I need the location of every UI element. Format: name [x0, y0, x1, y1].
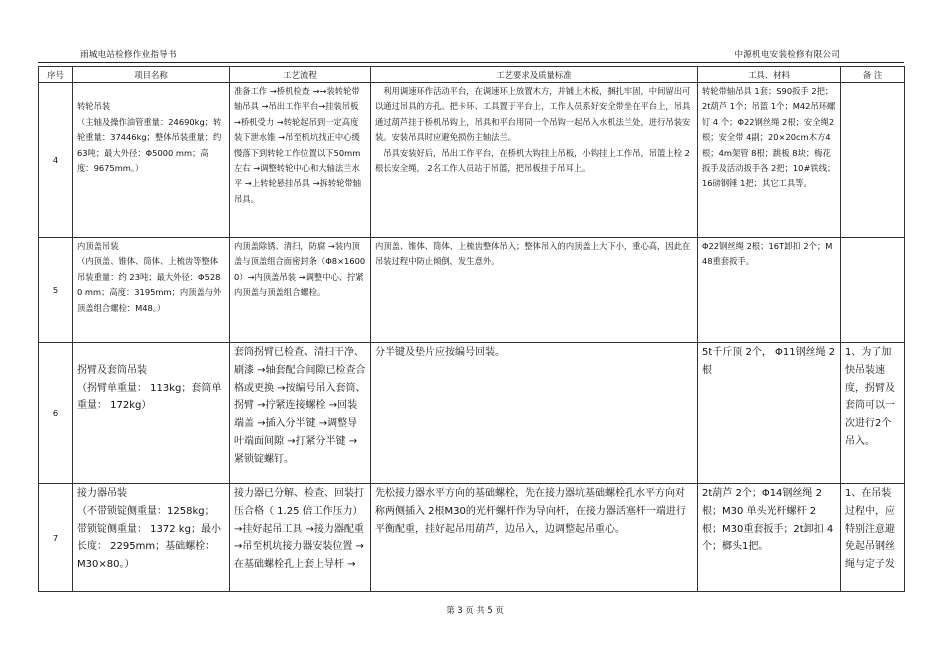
- quality-requirements: 利用调速环作活动平台，在调速环上放置木方，并铺上木板，捆扎牢固，中间留出可以通过吊具的方孔。把卡环、工具置于平台上，工作人员系好安全带坐在平台上，吊具通过葫芦挂于桥机吊钩上，吊具和平台用同一个吊钩一起吊入水机法兰处，进行吊装安装。安装吊具时应避免损伤主轴法兰。 吊具安装好后，吊出工作平台，在桥机大钩挂上吊板，小钩挂上工作吊，吊篮上栓 2根长安全绳， 2名工作人员站于吊篮，把吊板挂于吊耳上。: [375, 86, 691, 174]
- col-header-notes: 备 注: [841, 67, 905, 83]
- col-header-process: 工艺流程: [230, 67, 371, 83]
- notes: 1、在吊装过程中，应特别注意避免起吊钢丝绳与定子发: [845, 488, 895, 571]
- row-no: 7: [39, 484, 73, 592]
- row-no: 5: [39, 238, 73, 343]
- process-flow: 准备工作 →桥机检查 →→装转轮带轴吊具 →吊出工作平台→挂装吊板 →桥机受力 →转轮起吊到一定高度装下泄水锥 →吊至机坑找正中心缓慢落下到转轮工作位置以下50mm左右 →调整转轮中心和大轴法兰水平 →上转轮悬挂吊具 →拆转轮带轴吊具。: [234, 86, 362, 204]
- col-header-tools: 工具、材料: [698, 67, 841, 83]
- row-no: 6: [39, 343, 73, 484]
- header-rule: [38, 62, 904, 63]
- process-flow: 内顶盖除锈、清扫，防腐 →装内顶盖与顶盖组合面密封条（Φ8×16000）→内顶盖吊装 →调整中心、拧紧内顶盖与顶盖组合螺栓。: [234, 241, 366, 298]
- table-header-row: [39, 67, 905, 83]
- page-number: 第 3 页 共 5 页: [446, 605, 504, 615]
- table-row: [39, 238, 905, 343]
- tools-materials: Φ22钢丝绳 2根；16T卸扣 2个；M48重套扳手。: [702, 241, 833, 267]
- quality-requirements: 分半键及垫片应按编号回装。: [375, 347, 505, 358]
- item-name: 接力器吊装 （不带锁锭侧重量：1258kg； 带锁锭侧重量： 1372 kg；最小长度： 2295mm；基础螺栓： M30×80。）: [77, 488, 221, 571]
- notes: [841, 238, 904, 240]
- table-row: [39, 83, 905, 238]
- quality-requirements: 内顶盖、锥体、筒体、上梳齿整体吊入；整体吊入的内顶盖上大下小，重心高，因此在吊装过程中防止倾倒，发生意外。: [375, 241, 691, 267]
- item-name: 转轮吊装 （主轴及操作油管重量：24690kg；转轮重量：37446kg；整体吊装重量：约 63吨；最大外径：Φ5000 mm；高度：9675mm。）: [77, 101, 222, 174]
- row-no: 4: [39, 83, 73, 238]
- company-name: 中源机电安装检修有限公司: [734, 50, 840, 60]
- process-flow: 接力器已分解、检查、回装打压合格（ 1.25 倍工作压力）→挂好起吊工具 →接力器配重 →吊至机坑接力器安装位置 →在基础螺栓孔上套上导杆 →: [234, 488, 364, 571]
- col-header-name: 项目名称: [73, 67, 230, 83]
- work-instruction-table: [38, 66, 905, 592]
- col-header-no: 序号: [39, 67, 73, 83]
- notes: 1、为了加快吊装速度，拐臂及套筒可以一次进行2个吊入。: [845, 347, 895, 447]
- process-flow: 套筒拐臂已检查、清扫干净、刷漆 →轴套配合间隙已检查合格或更换 →按编号吊入套筒、拐臂 →拧紧连接螺栓 →回装端盖 →插入分半键 →调整导叶端面间隙 →打紧分半键 →紧锁锭螺钉。: [234, 347, 366, 465]
- tools-materials: 转轮带轴吊具 1套；S90扳手 2把；2t葫芦 1个；吊篮 1个；M42吊环螺钉 4 个；Φ22钢丝绳 2根；安全绳2根；安全带 4副；20×20cm木方4根；4m架管 8根；跳板 8块；梅花扳手及活动扳手各 2把；10#铁线；16磅钢锤 1把；其它工具等。: [702, 86, 836, 189]
- notes: [841, 83, 904, 85]
- item-name: 内顶盖吊装 （内顶盖、锥体、筒体、上梳齿等整体吊装重量：约 23吨；最大外径：Φ5280 mm；高度：3195mm；内顶盖与外顶盖组合螺栓：M48。）: [77, 241, 222, 313]
- doc-title: 雨城电站检修作业指导书: [80, 50, 177, 60]
- table-row: [39, 484, 905, 592]
- item-name: 拐臂及套筒吊装 （拐臂单重量： 113kg；套筒单重量： 172kg）: [77, 364, 222, 412]
- tools-materials: 2t葫芦 2个；Φ14钢丝绳 2根；M30 单头光杆螺杆 2根；M30重套扳手；2t卸扣 4个；榔头1把。: [702, 488, 834, 553]
- quality-requirements: 先松接力器水平方向的基础螺栓，先在接力器坑基础螺栓孔水平方向对称两侧插入 2根M30的光杆螺杆作为导向杆，在接力器活塞杆一端进行平衡配重，挂好起吊用葫芦，边吊入，边调整起吊重心。: [375, 488, 686, 535]
- table-row: [39, 343, 905, 484]
- col-header-requirements: 工艺要求及质量标准: [371, 67, 698, 83]
- tools-materials: 5t千斤顶 2个， Φ11钢丝绳 2根: [702, 347, 836, 376]
